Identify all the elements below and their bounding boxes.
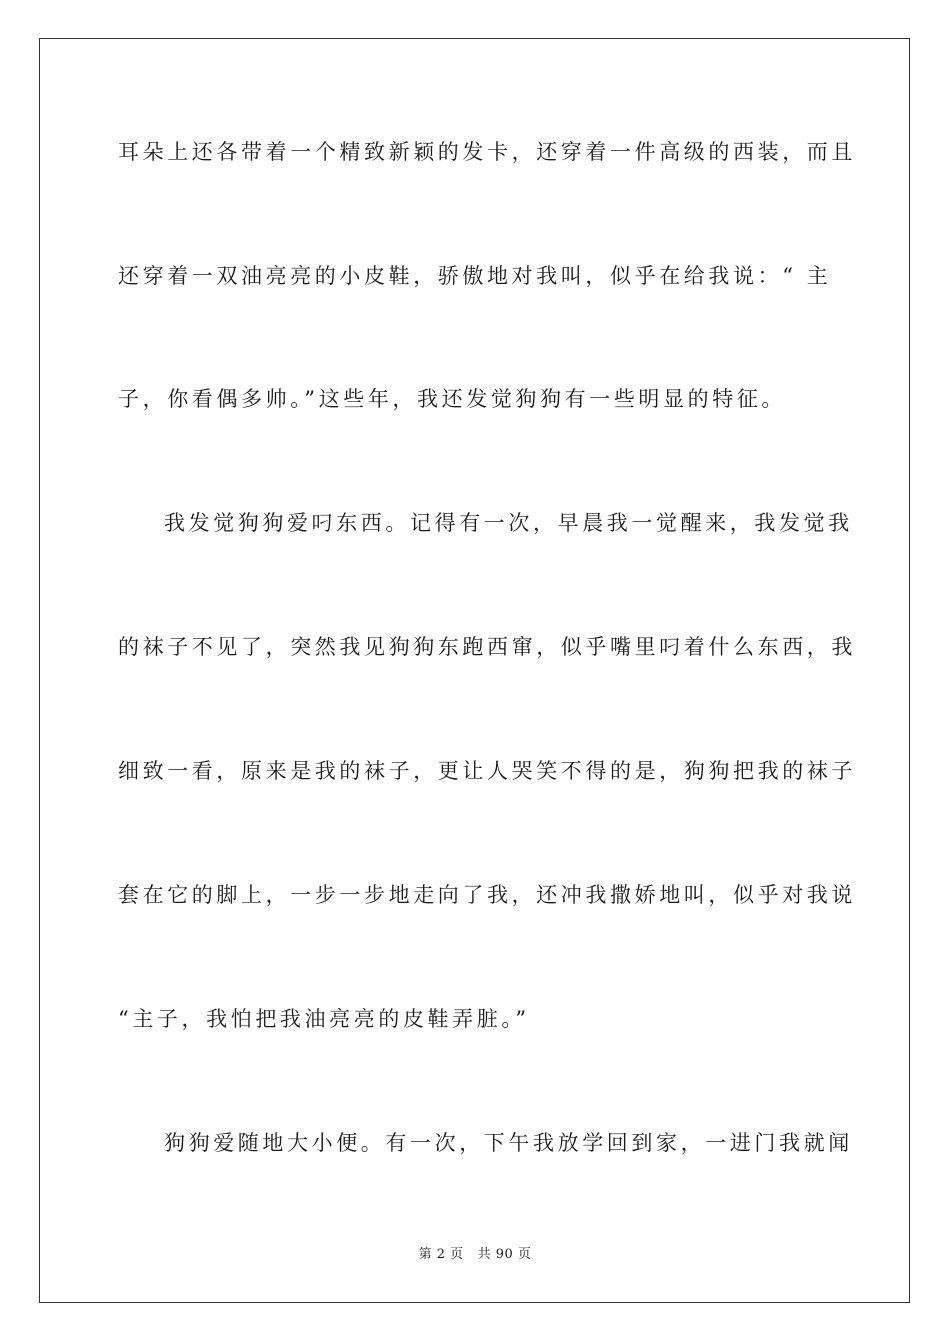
- text-line: 子，你看偶多帅。”这些年，我还发觉狗狗有一些明显的特征。: [118, 387, 787, 411]
- text-line: 耳朵上还各带着一个精致新颖的发卡，还穿着一件高级的西装，而且: [118, 140, 856, 164]
- page-number: 第 2 页: [418, 1247, 464, 1262]
- text-line: 套在它的脚上，一步一步地走向了我，还冲我撒娇地叫，似乎对我说: [118, 883, 856, 907]
- paragraph-first-line: 我发觉狗狗爱叼东西。记得有一次，早晨我一觉醒来，我发觉我: [164, 511, 853, 535]
- text-line: 还穿着一双油亮亮的小皮鞋，骄傲地对我叫，似乎在给我说：“ 主: [118, 264, 832, 288]
- text-line: “主子，我怕把我油亮亮的皮鞋弄脏。”: [118, 1007, 530, 1031]
- text-line: 的袜子不见了，突然我见狗狗东跑西窜，似乎嘴里叼着什么东西，我: [118, 635, 856, 659]
- page-frame: [39, 38, 910, 1303]
- paragraph-first-line: 狗狗爱随地大小便。有一次，下午我放学回到家，一进门我就闻: [164, 1131, 853, 1155]
- page-total: 共 90 页: [477, 1247, 532, 1262]
- text-line: 细致一看，原来是我的袜子，更让人哭笑不得的是，狗狗把我的袜子: [118, 759, 856, 783]
- page-footer: [0, 1246, 950, 1264]
